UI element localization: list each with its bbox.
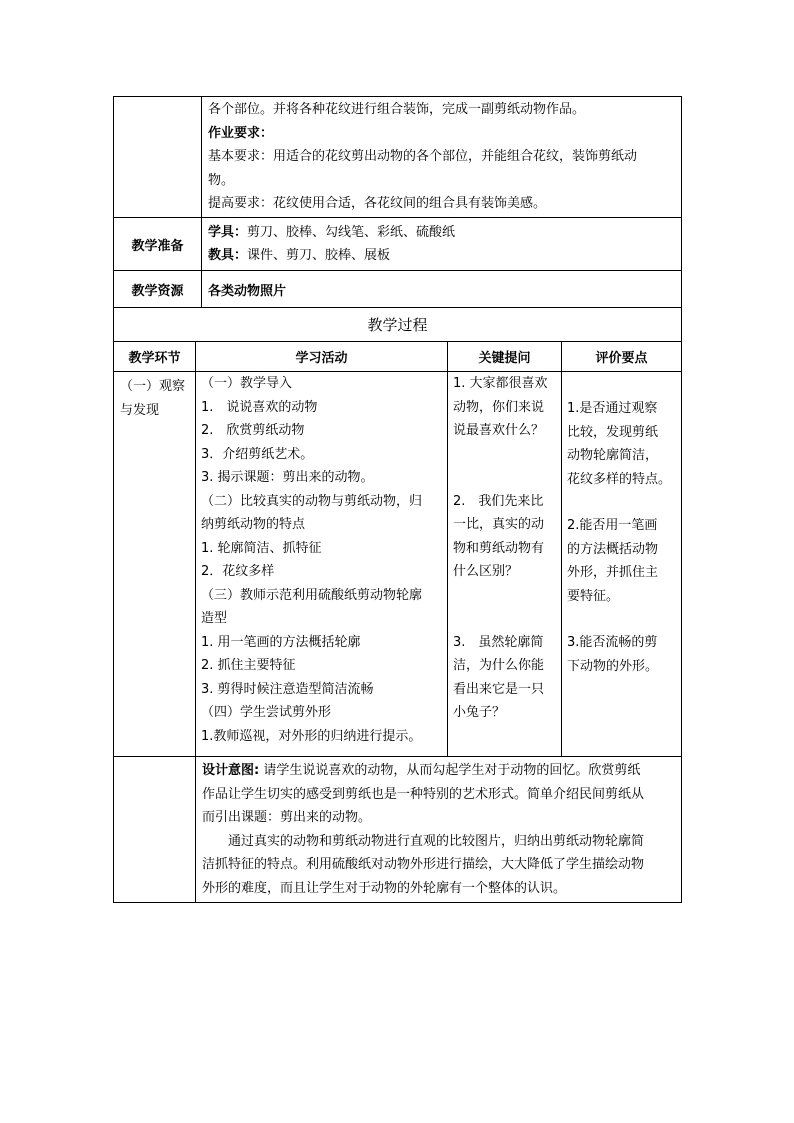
header-stage: 教学环节 bbox=[114, 342, 196, 372]
evaluation-line: 比较，发现剪纸 bbox=[567, 424, 659, 440]
activity-line: （一）教学导入 bbox=[201, 376, 293, 391]
activity-line: 3．介绍剪纸艺术。 bbox=[201, 446, 314, 462]
question-line: 3. 虽然轮廓简 bbox=[453, 634, 544, 650]
preparation-content-cell bbox=[202, 218, 682, 271]
process-body-row bbox=[114, 372, 682, 757]
header-key-question: 关键提问 bbox=[448, 342, 562, 372]
activity-line: 造型 bbox=[201, 611, 228, 626]
process-title-row bbox=[114, 308, 682, 342]
design-intent-label: 设计意图: bbox=[202, 763, 260, 778]
design-intent-text: 洁抓特征的特点。利用硫酸纸对动物外形进行描绘，大大降低了学生描绘动物 bbox=[202, 857, 645, 872]
homework-content-cell bbox=[202, 97, 682, 218]
evaluation-line: 3.能否流畅的剪 bbox=[567, 635, 658, 650]
activity-cell bbox=[196, 372, 448, 757]
activity-line: 3. 揭示课题：剪出来的动物。 bbox=[201, 470, 374, 485]
evaluation-line: 1.是否通过观察 bbox=[567, 401, 658, 416]
design-intent-text: 请学生说说喜欢的动物，从而勾起学生对于动物的回忆。欣赏剪纸 bbox=[259, 763, 641, 778]
activity-line: 1.教师巡视，对外形的归纳进行提示。 bbox=[201, 728, 422, 744]
key-question-cell bbox=[448, 372, 562, 757]
resource-value: 各类动物照片 bbox=[202, 271, 682, 308]
advanced-requirement: 提高要求：花纹使用合适，各花纹间的组合具有装饰美感。 bbox=[208, 196, 547, 211]
activity-line: 2．花纹多样 bbox=[201, 564, 275, 579]
design-intent-empty-cell bbox=[114, 757, 196, 903]
question-line: 看出来它是一只 bbox=[453, 681, 545, 697]
stage-name: （一）观察 bbox=[120, 379, 186, 394]
process-title: 教学过程 bbox=[114, 308, 682, 342]
resource-label: 教学资源 bbox=[114, 271, 202, 308]
design-intent-text: 通过真实的动物和剪纸动物进行直观的比较图片，归纳出剪纸动物轮廓简 bbox=[228, 833, 645, 849]
activity-line: （四）学生尝试剪外形 bbox=[201, 705, 332, 720]
lesson-info-table bbox=[113, 96, 682, 308]
evaluation-line: 下动物的外形。 bbox=[567, 658, 659, 674]
activity-line: 2. 抓住主要特征 bbox=[201, 658, 296, 673]
stage-name: 与发现 bbox=[120, 402, 160, 418]
activity-line: 3. 剪得时候注意造型简洁流畅 bbox=[201, 681, 374, 697]
activity-line: （二）比较真实的动物与剪纸动物，归 bbox=[201, 493, 423, 509]
activity-line: 2. 欣赏剪纸动物 bbox=[201, 423, 305, 438]
question-line: 2. 我们先来比 bbox=[453, 493, 544, 509]
question-line: 1. 大家都很喜欢 bbox=[453, 376, 548, 391]
question-line: 一比，真实的动 bbox=[453, 517, 545, 532]
teacher-tools-key: 教具： bbox=[208, 248, 248, 263]
question-line: 物和剪纸动物有 bbox=[453, 540, 545, 556]
teaching-process-table bbox=[113, 307, 682, 903]
activity-line: 1. 用一笔画的方法概括轮廓 bbox=[201, 634, 361, 650]
basic-requirement-line: 物。 bbox=[208, 172, 235, 188]
header-activity: 学习活动 bbox=[196, 342, 448, 372]
question-line: 说最喜欢什么？ bbox=[453, 423, 545, 438]
design-intent-cell bbox=[196, 757, 682, 903]
homework-label-cell bbox=[114, 97, 202, 218]
design-intent-text: 作品让学生切实的感受到剪纸也是一种特别的艺术形式。简单介绍民间剪纸从 bbox=[202, 786, 645, 802]
student-tools-value: 剪刀、胶棒、勾线笔、彩纸、硫酸纸 bbox=[247, 224, 456, 240]
evaluation-line: 动物轮廓简洁， bbox=[567, 448, 659, 463]
design-intent-row bbox=[114, 757, 682, 903]
activity-line: 1. 轮廓简洁、抓特征 bbox=[201, 540, 322, 556]
question-line: 小兔子？ bbox=[453, 705, 506, 720]
question-line: 动物，你们来说 bbox=[453, 399, 545, 415]
header-evaluation: 评价要点 bbox=[562, 342, 682, 372]
content-line: 各个部位。并将各种花纹进行组合装饰，完成一副剪纸动物作品。 bbox=[208, 102, 586, 117]
design-intent-text: 而引出课题：剪出来的动物。 bbox=[202, 810, 372, 825]
resource-row bbox=[114, 271, 682, 308]
teacher-tools-value: 课件、剪刀、胶棒、展板 bbox=[247, 248, 391, 263]
activity-line: （三）教师示范利用硫酸纸剪动物轮廓 bbox=[201, 587, 423, 603]
evaluation-line: 2.能否用一笔画 bbox=[567, 518, 658, 533]
preparation-label: 教学准备 bbox=[114, 218, 202, 271]
activity-line: 1. 说说喜欢的动物 bbox=[201, 399, 318, 415]
process-header-row bbox=[114, 342, 682, 372]
evaluation-line: 的方法概括动物 bbox=[567, 541, 659, 557]
evaluation-line: 花纹多样的特点。 bbox=[567, 471, 672, 487]
evaluation-cell bbox=[562, 372, 682, 757]
homework-title: 作业要求： bbox=[208, 125, 274, 141]
question-line: 洁，为什么你能 bbox=[453, 658, 545, 673]
design-intent-text: 外形的难度，而且让学生对于动物的外轮廓有一个整体的认识。 bbox=[202, 880, 567, 896]
activity-line: 纳剪纸动物的特点 bbox=[201, 517, 306, 532]
question-line: 什么区别？ bbox=[453, 564, 519, 579]
homework-row bbox=[114, 97, 682, 218]
evaluation-line: 要特征。 bbox=[567, 588, 620, 604]
stage-cell bbox=[114, 372, 196, 757]
evaluation-line: 外形，并抓住主 bbox=[567, 565, 659, 580]
basic-requirement-line: 基本要求：用适合的花纹剪出动物的各个部位，并能组合花纹，装饰剪纸动 bbox=[208, 149, 638, 164]
preparation-row bbox=[114, 218, 682, 271]
student-tools-key: 学具： bbox=[208, 224, 248, 240]
